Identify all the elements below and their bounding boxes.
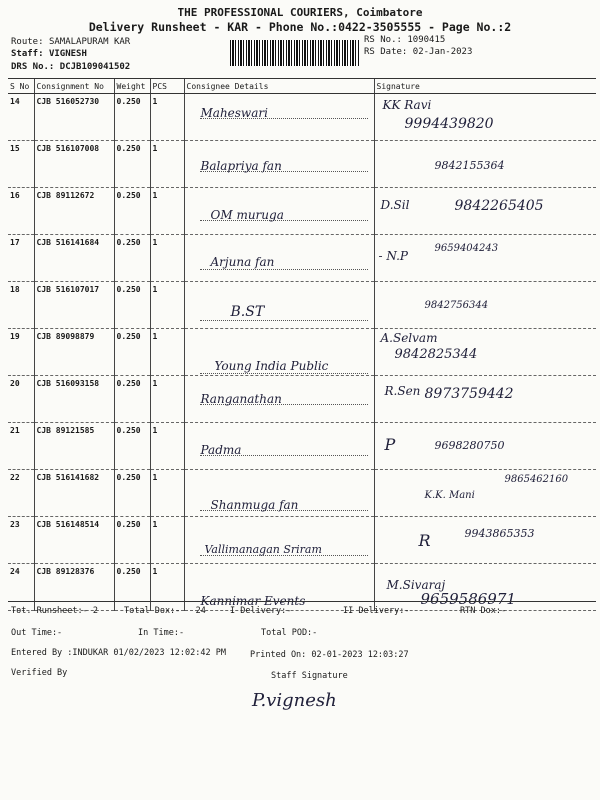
col-weight: Weight: [114, 79, 150, 94]
receiver-phone: 9865462160: [504, 474, 569, 485]
col-consignment: Consignment No: [34, 79, 114, 94]
receiver-signature: R.Sen: [384, 384, 421, 398]
col-pcs: PCS: [150, 79, 184, 94]
row-signature: [374, 141, 596, 188]
row-consignee: [184, 329, 374, 376]
runsheet-table: [8, 78, 596, 611]
row-sno: 14: [8, 94, 34, 141]
consignee-name: Padma: [200, 443, 242, 457]
table-row: [8, 188, 596, 235]
row-sno: 16: [8, 188, 34, 235]
row-consignment: CJB 516141684: [34, 235, 114, 282]
table-row: [8, 282, 596, 329]
receiver-signature: R: [418, 531, 431, 550]
row-signature: [374, 235, 596, 282]
row-pcs: 1: [150, 329, 184, 376]
consignee-name: OM muruga: [210, 208, 284, 222]
row-consignee: [184, 235, 374, 282]
consignee-name: Young India Public: [214, 359, 329, 373]
row-weight: 0.250: [114, 564, 150, 611]
row-sno: 24: [8, 564, 34, 611]
consignee-name: Ranganathan: [200, 392, 282, 406]
row-sno: 17: [8, 235, 34, 282]
row-weight: 0.250: [114, 94, 150, 141]
receiver-signature: M.Sivaraj: [386, 578, 446, 592]
row-consignee: [184, 423, 374, 470]
receiver-phone: 9842265405: [454, 198, 544, 214]
row-consignment: CJB 516107008: [34, 141, 114, 188]
row-sno: 20: [8, 376, 34, 423]
receiver-signature: K.K. Mani: [424, 490, 475, 501]
rs-no-line: RS No.: 1090415: [364, 35, 446, 45]
row-consignee: [184, 141, 374, 188]
consignee-name: Maheswari: [200, 106, 268, 120]
drs-line: DRS No.: DCJB109041502: [11, 62, 131, 72]
total-dox: Total Dox:- 24: [124, 606, 206, 616]
footer-divider: [8, 601, 596, 602]
row-pcs: 1: [150, 470, 184, 517]
receiver-phone: 8973759442: [424, 386, 514, 402]
row-weight: 0.250: [114, 141, 150, 188]
consignee-name: Shanmuga fan: [210, 498, 299, 512]
out-time: Out Time:-: [11, 628, 63, 638]
row-pcs: 1: [150, 376, 184, 423]
receiver-signature: A.Selvam: [380, 331, 438, 345]
row-weight: 0.250: [114, 376, 150, 423]
row-pcs: 1: [150, 282, 184, 329]
row-sno: 22: [8, 470, 34, 517]
row-consignment: CJB 516093158: [34, 376, 114, 423]
receiver-phone: 9842825344: [394, 347, 478, 362]
row-signature: [374, 329, 596, 376]
row-consignee: [184, 282, 374, 329]
row-pcs: 1: [150, 517, 184, 564]
row-consignment: CJB 516107017: [34, 282, 114, 329]
row-signature: [374, 470, 596, 517]
row-consignee: [184, 188, 374, 235]
row-pcs: 1: [150, 141, 184, 188]
ii-delivery: II Delivery:-: [343, 606, 410, 616]
verified-by: Verified By: [11, 668, 68, 678]
staff-signature-label: Staff Signature: [271, 671, 348, 681]
row-consignment: CJB 89112672: [34, 188, 114, 235]
table-row: [8, 423, 596, 470]
row-weight: 0.250: [114, 282, 150, 329]
row-sno: 21: [8, 423, 34, 470]
col-sno: S No: [8, 79, 34, 94]
table-row: [8, 470, 596, 517]
rtn-dox: RTN Dox:-: [460, 606, 507, 616]
row-consignee: [184, 470, 374, 517]
row-signature: [374, 517, 596, 564]
row-consignee: [184, 517, 374, 564]
row-signature: [374, 423, 596, 470]
i-delivery: I Delivery:-: [230, 606, 292, 616]
total-pod: Total POD:-: [261, 628, 318, 638]
row-consignee: [184, 376, 374, 423]
row-pcs: 1: [150, 94, 184, 141]
row-consignment: CJB 89098879: [34, 329, 114, 376]
receiver-phone: 9842756344: [424, 300, 489, 311]
row-weight: 0.250: [114, 329, 150, 376]
receiver-phone: 9943865353: [464, 527, 535, 540]
row-sno: 15: [8, 141, 34, 188]
receiver-signature: P: [384, 435, 396, 454]
consignee-name: Kannimar Events: [200, 594, 306, 608]
table-row: [8, 329, 596, 376]
receiver-phone: 9698280750: [434, 439, 505, 452]
row-consignment: CJB 516141682: [34, 470, 114, 517]
entered-by: Entered By :INDUKAR 01/02/2023 12:02:42 PM: [11, 648, 226, 658]
row-weight: 0.250: [114, 423, 150, 470]
table-row: [8, 517, 596, 564]
receiver-phone: 9659586971: [420, 590, 516, 608]
in-time: In Time:-: [138, 628, 185, 638]
table-row: [8, 94, 596, 141]
row-weight: 0.250: [114, 517, 150, 564]
consignee-name: Vallimanagan Sriram: [204, 543, 322, 556]
row-sno: 19: [8, 329, 34, 376]
row-consignee: [184, 94, 374, 141]
row-weight: 0.250: [114, 470, 150, 517]
row-signature: [374, 188, 596, 235]
tot-runsheet: Tot. Runsheet:- 2: [11, 606, 98, 616]
consignee-name: Arjuna fan: [210, 255, 275, 269]
row-weight: 0.250: [114, 188, 150, 235]
barcode: [230, 40, 360, 66]
receiver-phone: 9659404243: [434, 243, 499, 254]
runsheet-subtitle: Delivery Runsheet - KAR - Phone No.:0422-3505555 - Page No.:2: [88, 20, 512, 34]
row-consignment: CJB 516148514: [34, 517, 114, 564]
receiver-signature: D.Sil: [380, 198, 410, 212]
printed-on: Printed On: 02-01-2023 12:03:27: [250, 650, 409, 660]
table-row: [8, 235, 596, 282]
consignee-name: B.ST: [230, 304, 265, 320]
rs-date-line: RS Date: 02-Jan-2023: [364, 47, 473, 57]
receiver-phone: 9994439820: [404, 116, 494, 132]
row-consignment: CJB 89128376: [34, 564, 114, 611]
table-row: [8, 141, 596, 188]
row-pcs: 1: [150, 564, 184, 611]
row-signature: [374, 94, 596, 141]
table-row: [8, 564, 596, 611]
route-line: Route: SAMALAPURAM KAR: [11, 37, 131, 47]
row-pcs: 1: [150, 188, 184, 235]
row-consignee: [184, 564, 374, 611]
row-pcs: 1: [150, 235, 184, 282]
staff-handwritten-signature: P.vignesh: [252, 690, 337, 711]
receiver-signature: - N.P: [378, 249, 408, 263]
row-signature: [374, 564, 596, 611]
receiver-phone: 9842155364: [434, 159, 505, 172]
row-signature: [374, 282, 596, 329]
row-sno: 18: [8, 282, 34, 329]
receiver-signature: KK Ravi: [382, 98, 432, 112]
row-weight: 0.250: [114, 235, 150, 282]
col-signature: Signature: [374, 79, 596, 94]
row-sno: 23: [8, 517, 34, 564]
row-consignment: CJB 516052730: [34, 94, 114, 141]
table-row: [8, 376, 596, 423]
consignee-name: Balapriya fan: [200, 159, 282, 173]
row-pcs: 1: [150, 423, 184, 470]
staff-line: Staff: VIGNESH: [11, 49, 87, 59]
row-signature: [374, 376, 596, 423]
col-consignee: Consignee Details: [184, 79, 374, 94]
row-consignment: CJB 89121585: [34, 423, 114, 470]
table-header-row: [8, 79, 596, 94]
company-title: THE PROFESSIONAL COURIERS, Coimbatore: [177, 6, 423, 19]
